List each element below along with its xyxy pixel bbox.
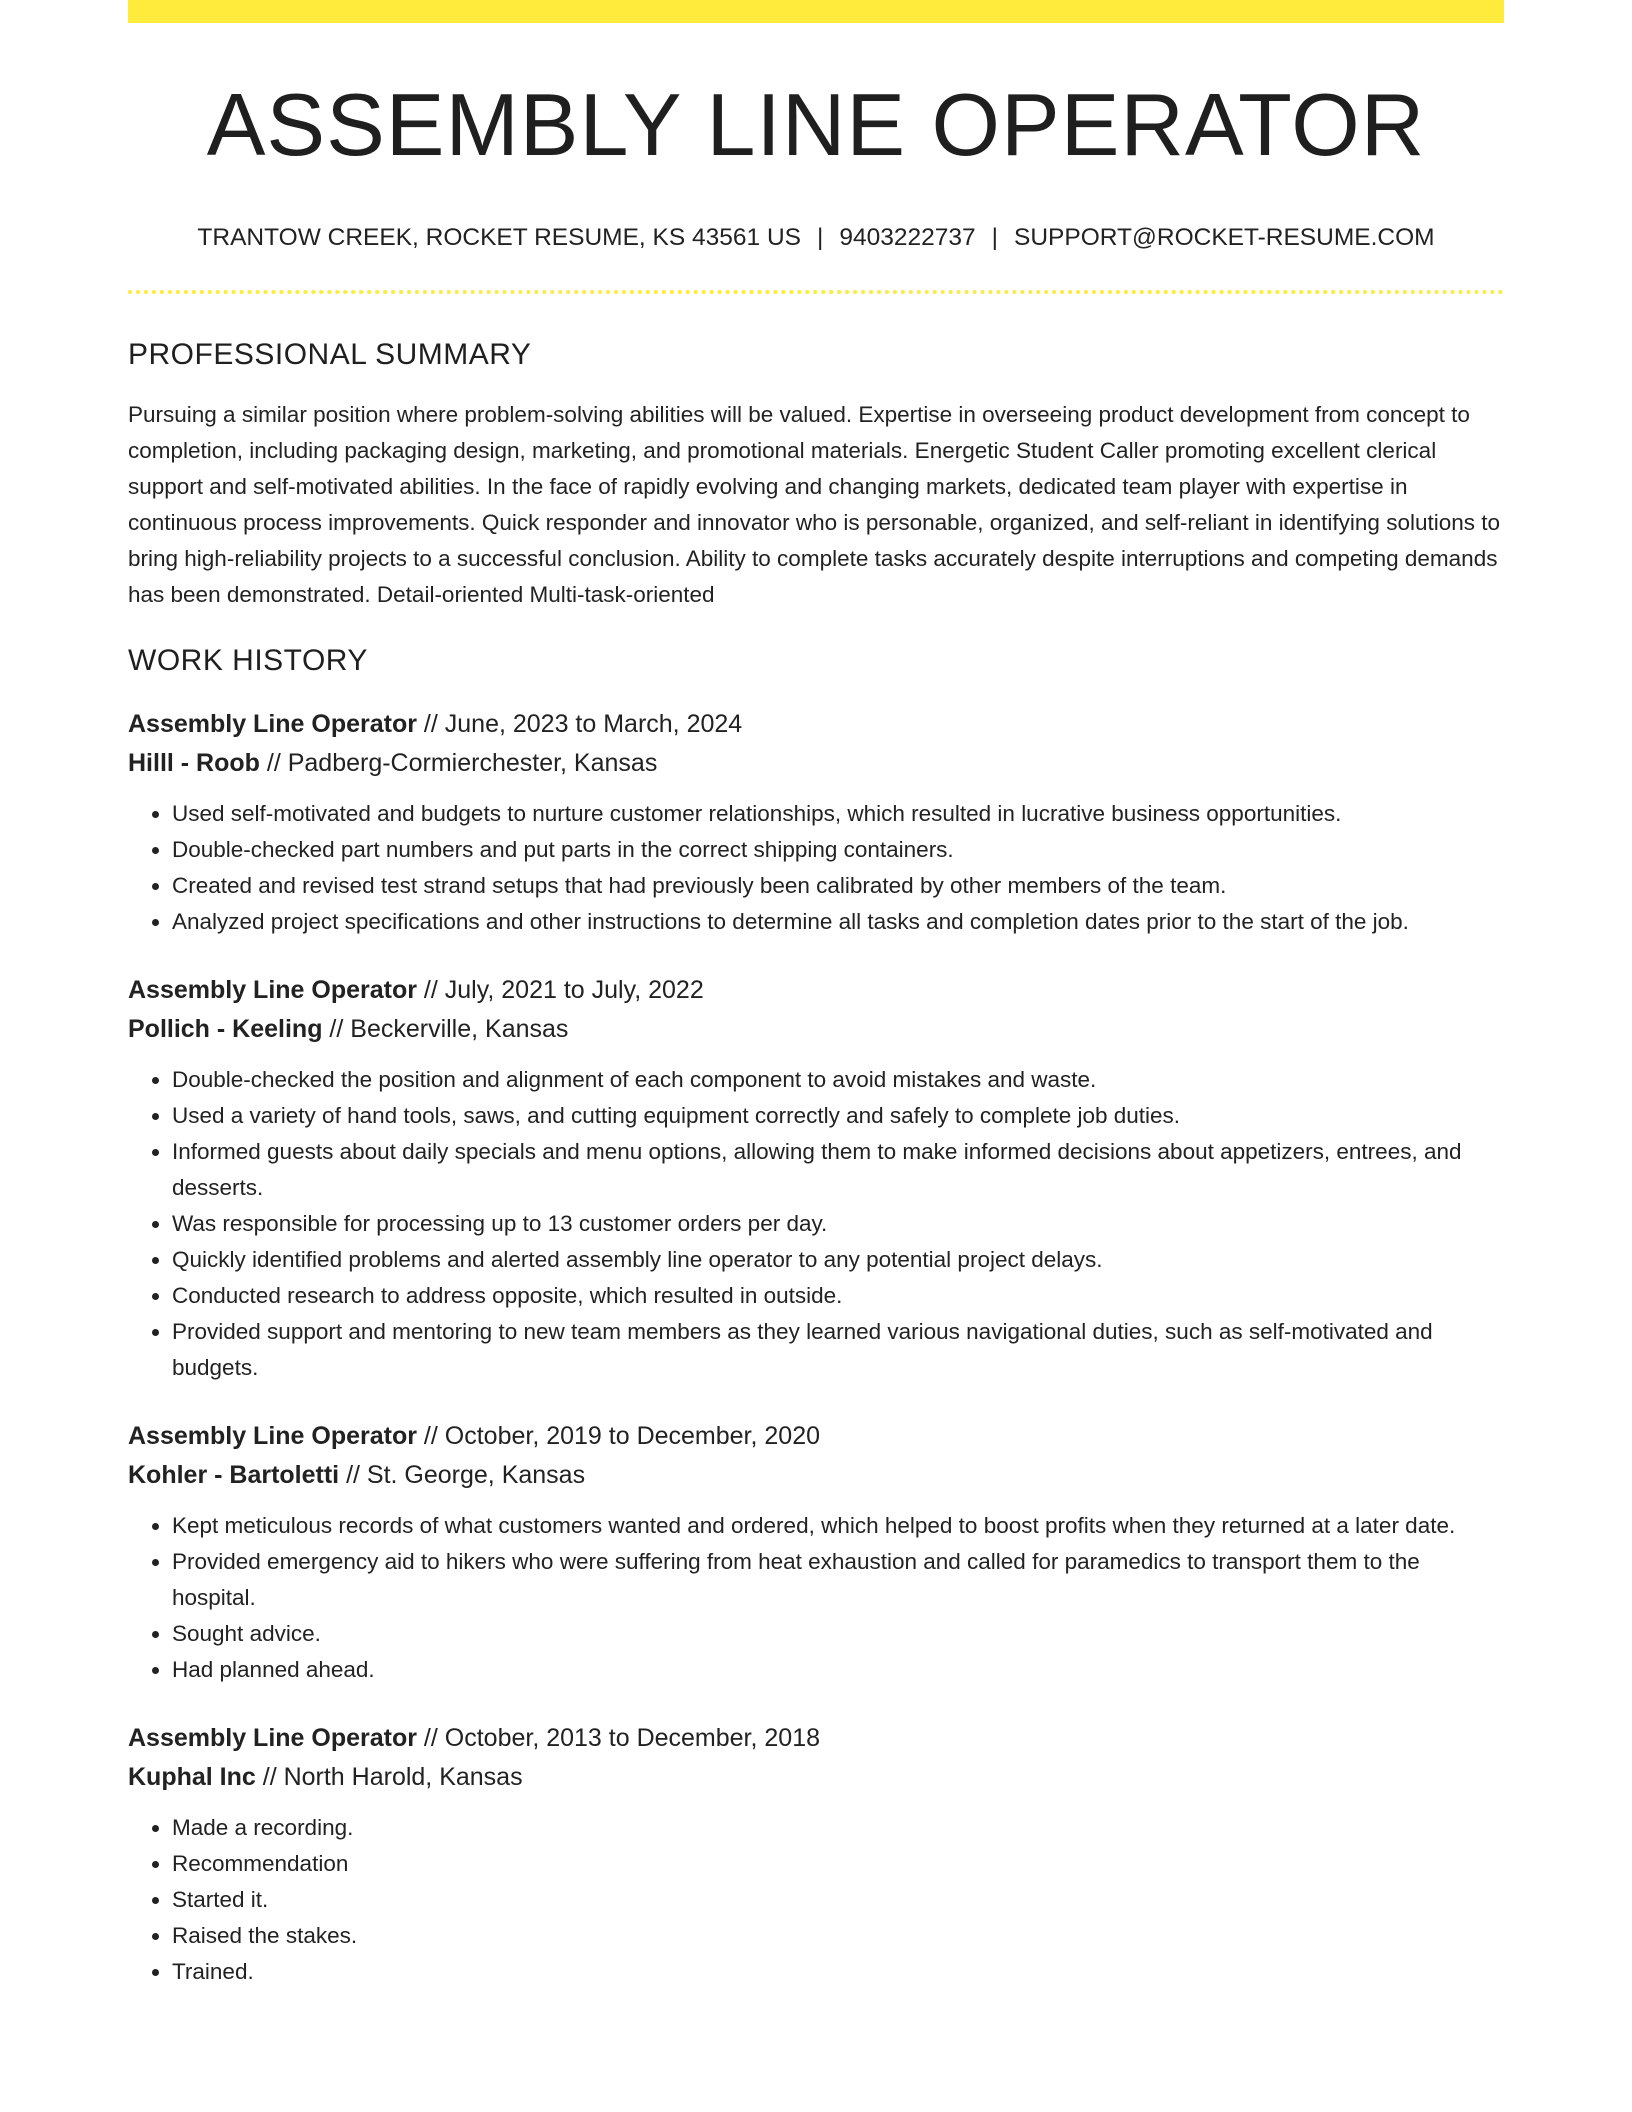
top-accent-bar xyxy=(128,0,1504,23)
bullet-item: • Double-checked part numbers and put parts in the correct shipping containers. xyxy=(172,832,1504,868)
job-company: Kuphal Inc xyxy=(128,1763,256,1792)
bullet-item: • Informed guests about daily specials and menu options, allowing them to make informed decisions about appetizers, entrees, and desserts. xyxy=(172,1134,1504,1206)
job-entry xyxy=(128,971,1504,1386)
job-location: // St. George, Kansas xyxy=(339,1461,586,1490)
resume-name: ASSEMBLY LINE OPERATOR xyxy=(206,75,1426,174)
work-history-title: WORK HISTORY xyxy=(128,644,368,678)
bullet-item: • Quickly identified problems and alerted assembly line operator to any potential project delays. xyxy=(172,1242,1504,1278)
job-dates: // July, 2021 to July, 2022 xyxy=(416,976,704,1005)
job-role: Assembly Line Operator xyxy=(128,1422,417,1451)
summary-title: PROFESSIONAL SUMMARY xyxy=(128,338,532,372)
separator: | xyxy=(991,224,999,251)
job-bullets xyxy=(128,1810,1504,1990)
job-company: Kohler - Bartoletti xyxy=(128,1461,340,1490)
bullet-item: • Used a variety of hand tools, saws, and cutting equipment correctly and safely to complete job duties. xyxy=(172,1098,1504,1134)
bullet-item: • Analyzed project specifications and other instructions to determine all tasks and completion dates prior to the start of the job. xyxy=(172,904,1504,940)
email: SUPPORT@ROCKET-RESUME.COM xyxy=(1014,224,1435,251)
summary-text: Pursuing a similar position where problem-solving abilities will be valued. Expertise in overseeing product development from concept to completion, including packaging design, marketing, and promotional materials. Energetic Student Caller promoting excellent clerical support and self-motivated abilities. In the face of rapidly evolving and changing markets, dedicated team player with expertise in continuous process improvements. Quick responder and innovator who is personable, organized, and self-reliant in identifying solutions to bring high-reliability projects to a successful conclusion. Ability to complete tasks accurately despite interruptions and competing demands has been demonstrated. Detail-oriented Multi-task-oriented xyxy=(128,402,1501,608)
bullet-item: • Was responsible for processing up to 13 customer orders per day. xyxy=(172,1206,1504,1242)
job-role: Assembly Line Operator xyxy=(128,710,417,739)
job-bullets xyxy=(128,1508,1504,1688)
bullet-item: • Raised the stakes. xyxy=(172,1918,1504,1954)
bullet-item: • Had planned ahead. xyxy=(172,1652,1504,1688)
job-bullets xyxy=(128,1062,1504,1386)
job-entry xyxy=(128,1719,1504,1990)
job-role: Assembly Line Operator xyxy=(128,976,417,1005)
job-company-line xyxy=(128,1456,1504,1495)
job-location: // Beckerville, Kansas xyxy=(322,1015,569,1044)
phone: 9403222737 xyxy=(839,224,976,251)
bullet-item: • Conducted research to address opposite, which resulted in outside. xyxy=(172,1278,1504,1314)
job-location: // North Harold, Kansas xyxy=(255,1763,523,1792)
job-dates: // October, 2013 to December, 2018 xyxy=(416,1724,821,1753)
contact-line xyxy=(128,223,1504,252)
job-bullets xyxy=(128,796,1504,940)
bullet-item: • Provided emergency aid to hikers who were suffering from heat exhaustion and called for paramedics to transport them to the hospital. xyxy=(172,1544,1504,1616)
job-role-line xyxy=(128,705,1504,744)
bullet-item: • Trained. xyxy=(172,1954,1504,1990)
resume-page xyxy=(128,0,1504,1990)
bullet-item: • Started it. xyxy=(172,1882,1504,1918)
bullet-item: • Recommendation xyxy=(172,1846,1504,1882)
job-company: Pollich - Keeling xyxy=(128,1015,323,1044)
job-company-line xyxy=(128,1758,1504,1797)
address: TRANTOW CREEK, ROCKET RESUME, KS 43561 US xyxy=(197,224,801,251)
job-dates: // October, 2019 to December, 2020 xyxy=(416,1422,821,1451)
job-entry xyxy=(128,705,1504,940)
bullet-item: • Used self-motivated and budgets to nurture customer relationships, which resulted in lucrative business opportunities. xyxy=(172,796,1504,832)
job-dates: // June, 2023 to March, 2024 xyxy=(416,710,743,739)
job-role-line xyxy=(128,971,1504,1010)
bullet-item: • Created and revised test strand setups that had previously been calibrated by other members of the team. xyxy=(172,868,1504,904)
dotted-divider xyxy=(128,290,1504,294)
bullet-item: • Provided support and mentoring to new team members as they learned various navigational duties, such as self-motivated and budgets. xyxy=(172,1314,1504,1386)
job-role: Assembly Line Operator xyxy=(128,1724,417,1753)
job-role-line xyxy=(128,1417,1504,1456)
job-company-line xyxy=(128,744,1504,783)
bullet-item: • Double-checked the position and alignment of each component to avoid mistakes and waste. xyxy=(172,1062,1504,1098)
bullet-item: • Sought advice. xyxy=(172,1616,1504,1652)
separator: | xyxy=(817,224,824,251)
job-company-line xyxy=(128,1010,1504,1049)
bullet-item: • Made a recording. xyxy=(172,1810,1504,1846)
job-role-line xyxy=(128,1719,1504,1758)
bullet-item: • Kept meticulous records of what customers wanted and ordered, which helped to boost profits when they returned at a later date. xyxy=(172,1508,1504,1544)
job-company: Hilll - Roob xyxy=(128,749,260,778)
job-entry xyxy=(128,1417,1504,1688)
job-location: // Padberg-Cormierchester, Kansas xyxy=(259,749,658,778)
